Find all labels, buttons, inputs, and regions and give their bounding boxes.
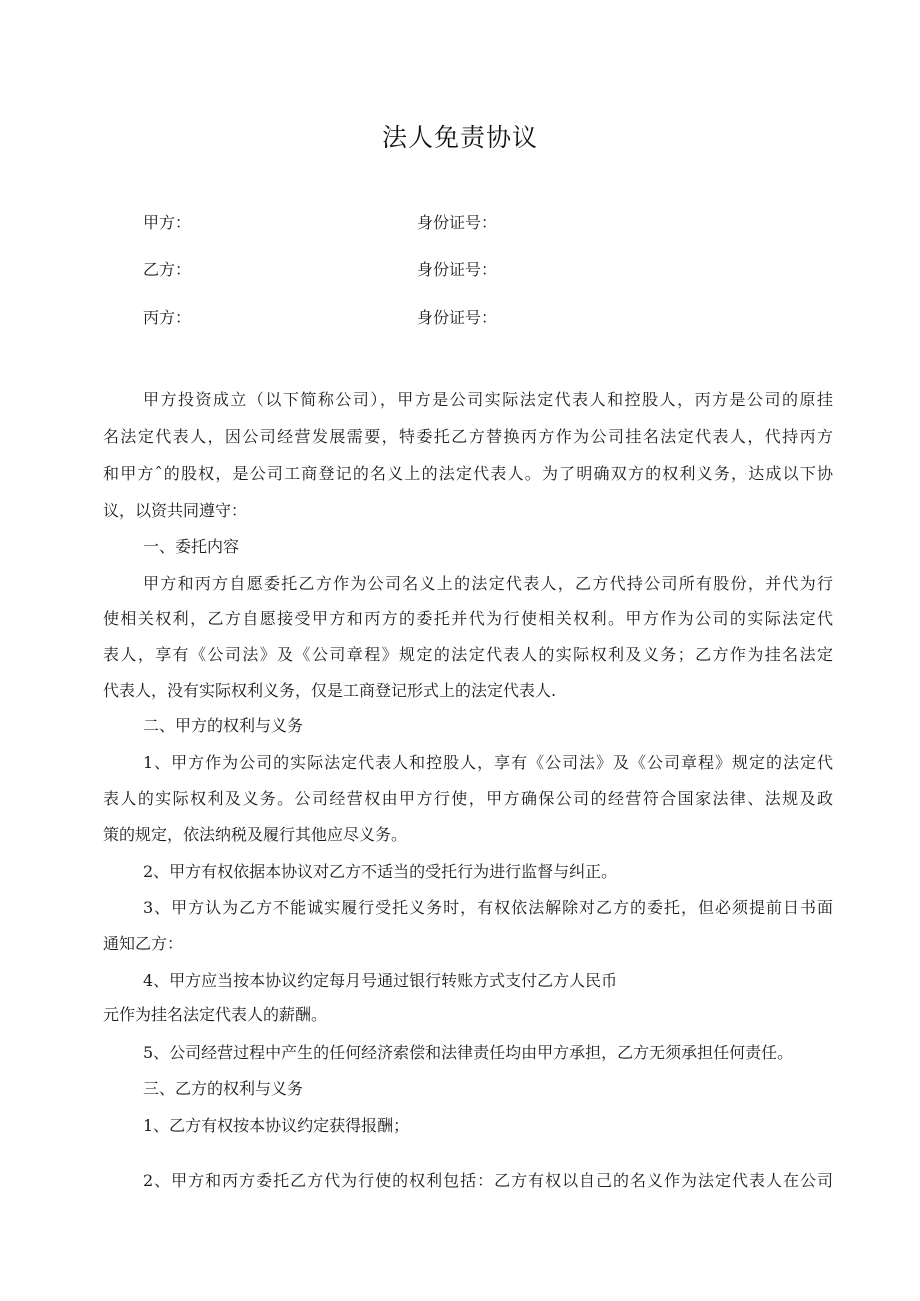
party-row-a: [143, 211, 843, 235]
section-1-line-4: 代表人，没有实际权利义务，仅是工商登记形式上的法定代表人.: [103, 681, 557, 700]
party-b-label: 乙方：: [143, 260, 192, 279]
section-heading-2: 二、甲方的权利与义务: [143, 716, 304, 735]
section-2-item-3-line-2: 通知乙方：: [103, 934, 184, 953]
section-3-item-1: 1、乙方有权按本协议约定获得报酬；: [143, 1116, 410, 1135]
party-row-b: [143, 258, 843, 282]
preamble-line-2: 名法定代表人，因公司经营发展需要，特委托乙方替换丙方作为公司挂名法定代表人，代持丙方: [103, 427, 833, 446]
section-2-item-1-line-3: 策的规定，依法纳税及履行其他应尽义务。: [103, 825, 408, 844]
section-2-item-3-line-1: 3、甲方认为乙方不能诚实履行受托义务时，有权依法解除对乙方的委托，但必须提前日书面: [143, 898, 833, 917]
party-a-id-label: 身份证号：: [417, 213, 498, 232]
section-1-line-2: 使相关权利，乙方自愿接受甲方和丙方的委托并代为行使相关权利。甲方作为公司的实际法定代: [103, 609, 833, 628]
party-c-label: 丙方：: [143, 308, 192, 327]
section-1-line-1: 甲方和丙方自愿委托乙方作为公司名义上的法定代表人，乙方代持公司所有股份，并代为行: [143, 574, 833, 593]
preamble-line-3: 和甲方ˆ的股权，是公司工商登记的名义上的法定代表人。为了明确双方的权利义务，达成以下协: [103, 464, 833, 483]
document-title: 法人免责协议: [381, 123, 538, 152]
preamble-line-4: 议，以资共同遵守：: [103, 501, 248, 520]
party-c-id-label: 身份证号：: [417, 308, 498, 327]
section-heading-1: 一、委托内容: [143, 537, 240, 556]
section-2-item-4-line-1: 4、甲方应当按本协议约定每月号通过银行转账方式支付乙方人民币: [143, 971, 618, 990]
section-heading-3: 三、乙方的权利与义务: [143, 1079, 304, 1098]
section-2-item-2: 2、甲方有权依据本协议对乙方不适当的受托行为进行监督与纠正。: [143, 862, 618, 881]
section-2-item-4-line-2: 元作为挂名法定代表人的薪酬。: [103, 1005, 328, 1024]
party-a-label: 甲方：: [143, 213, 192, 232]
section-1-line-3: 表人，享有《公司法》及《公司章程》规定的法定代表人的实际权利及义务；乙方作为挂名法定: [103, 645, 833, 664]
section-2-item-5: 5、公司经营过程中产生的任何经济索偿和法律责任均由甲方承担，乙方无须承担任何责任。: [143, 1043, 794, 1062]
section-2-item-1-line-2: 表人的实际权利及义务。公司经营权由甲方行使，甲方确保公司的经营符合国家法律、法规及政: [103, 789, 833, 808]
party-b-id-label: 身份证号：: [417, 260, 498, 279]
section-2-item-1-line-1: 1、甲方作为公司的实际法定代表人和控股人，享有《公司法》及《公司章程》规定的法定代: [143, 753, 833, 772]
section-3-item-2-line-1: 2、甲方和丙方委托乙方代为行使的权利包括：乙方有权以自己的名义作为法定代表人在公司: [143, 1171, 833, 1190]
preamble-line-1: 甲方投资成立（以下简称公司），甲方是公司实际法定代表人和控股人，丙方是公司的原挂: [143, 390, 833, 409]
party-row-c: [143, 306, 843, 330]
